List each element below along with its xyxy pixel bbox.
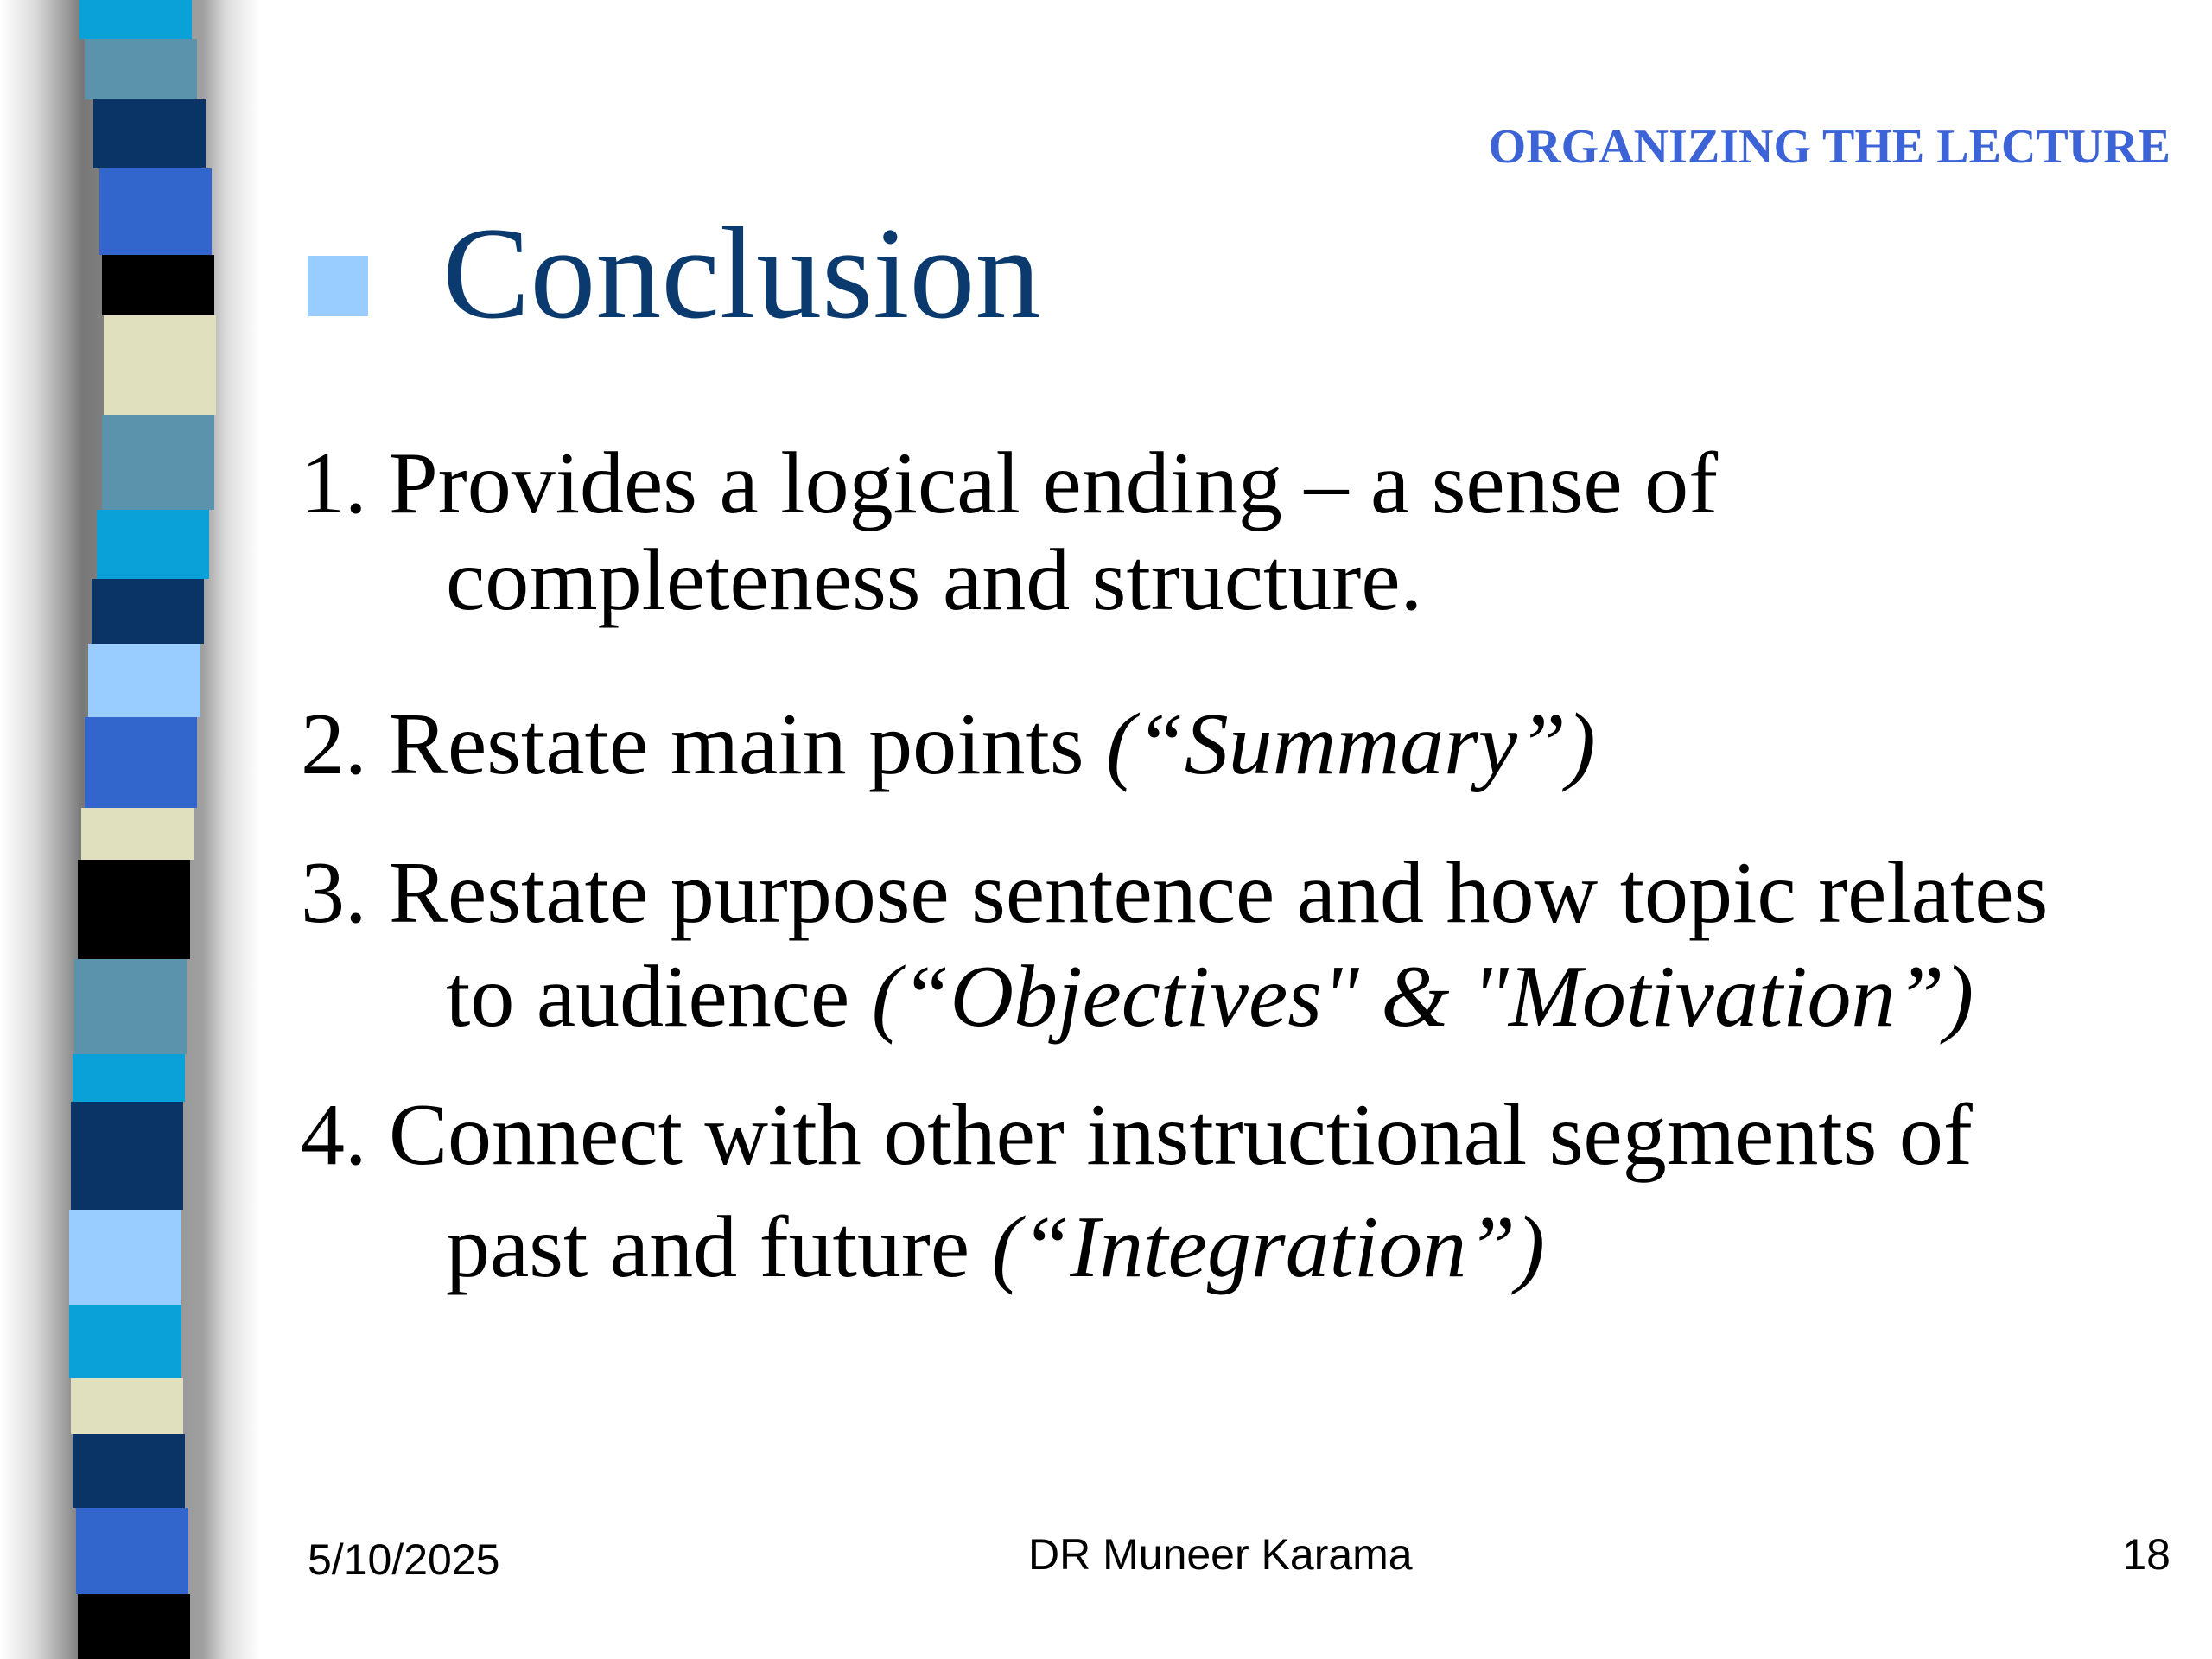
list-item-3-continuation [301,945,1974,1049]
square-bullet-icon [308,256,368,316]
item-number: 1. [301,435,367,532]
item-number: 4. [301,1086,367,1184]
stripe-segment [93,99,206,168]
item-text: Restate purpose sentence and how topic relates [389,844,2049,942]
stripe-segment [102,415,214,510]
stripe-segment [85,39,197,99]
stripe-segment [104,315,216,415]
stripe-segment [102,255,214,315]
stripe-segment [92,579,204,644]
list-item-3 [301,842,2048,945]
item-text: Connect with other instructional segments of [389,1086,1973,1184]
footer-page-number: 18 [2122,1530,2171,1579]
stripe-segment [76,1508,188,1594]
stripe-segment [97,510,209,579]
list-item-2 [301,693,1596,797]
item-number: 3. [301,844,367,942]
stripe-segment [81,808,194,860]
stripe-segment [69,1210,181,1305]
footer-author: DR Muneer Karama [1028,1530,1413,1579]
stripe-segment [74,959,187,1054]
stripe-segment [85,717,197,808]
stripe-segment [73,1434,185,1508]
list-item-1-continuation [301,529,1423,632]
list-item-1 [301,432,1718,536]
stripe-segment [69,1305,181,1378]
item-text-continued: past and future [446,1198,970,1296]
stripe-segment [73,1054,185,1102]
slide-title: Conclusion [442,200,1041,346]
stripe-segment [71,1378,183,1434]
stripe-segment [71,1102,183,1210]
stripe-segment [78,1594,190,1659]
item-emphasis: (“Integration”) [991,1198,1545,1296]
stripe-segment [78,860,190,959]
item-emphasis: (“Objectives" & "Motivation”) [871,948,1974,1046]
item-number: 2. [301,696,367,793]
item-text-continued: completeness and structure. [446,531,1423,629]
stripe-segment [88,644,200,717]
footer-date: 5/10/2025 [308,1535,500,1584]
item-text: Provides a logical ending – a sense of [389,435,1719,532]
list-item-4-continuation [301,1196,1545,1300]
header-tag: ORGANIZING THE LECTURE [1488,120,2171,174]
item-text: Restate main points [389,696,1084,793]
item-text-continued: to audience [446,948,850,1046]
stripe-segment [99,168,212,255]
item-emphasis: (“Summary”) [1106,696,1596,793]
stripe-segment [79,0,192,39]
list-item-4 [301,1084,1973,1187]
